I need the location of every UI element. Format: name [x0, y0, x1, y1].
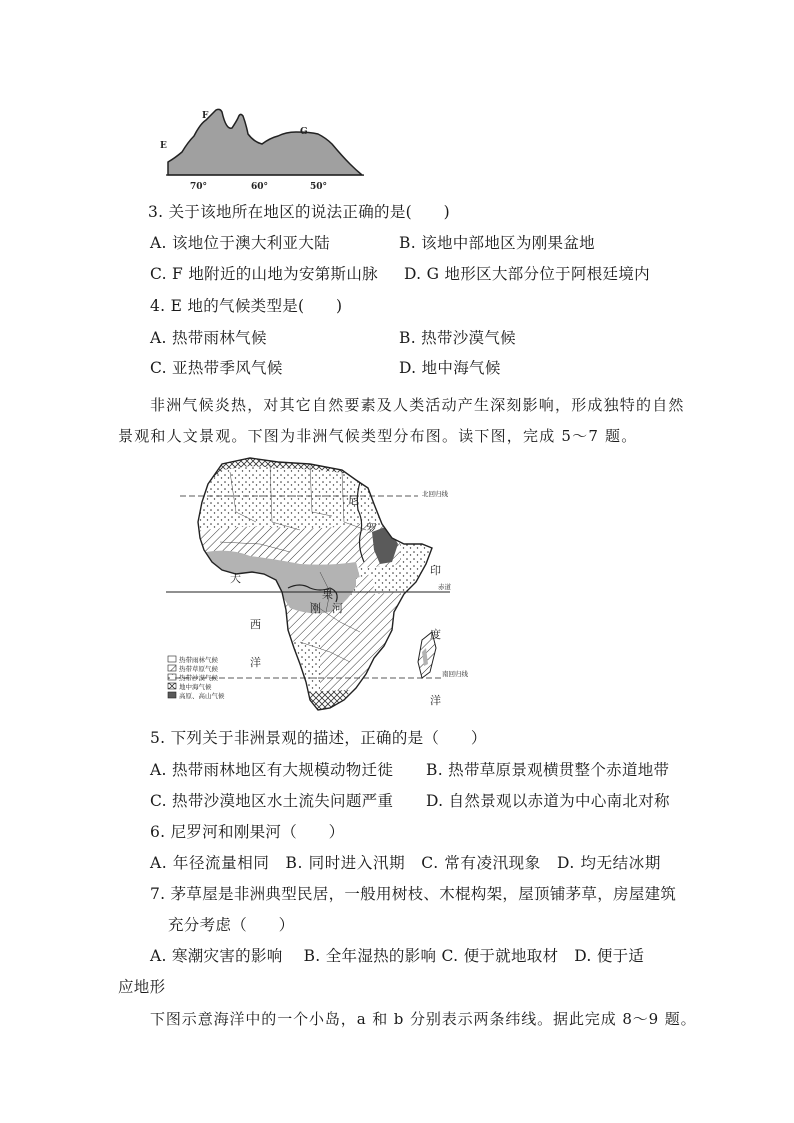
q7-options-line1: A. 寒潮灾害的影响 B. 全年湿热的影响 C. 便于就地取材 D. 便于适 [150, 947, 645, 965]
q7-stem-line1: 7. 茅草屋是非洲典型民居，一般用树枝、木棍构架，屋顶铺茅草，房屋建筑 [150, 885, 677, 903]
legend-mediterranean: 地中海气候 [179, 683, 212, 691]
indian-label-3: 洋 [430, 694, 441, 707]
indian-label-1: 印 [430, 564, 441, 577]
q3-option-c: C. F 地附近的山地为安第斯山脉 [150, 265, 378, 283]
q5-option-d: D. 自然景观以赤道为中心南北对称 [426, 792, 670, 810]
q3-option-d: D. G 地形区大部分位于阿根廷境内 [404, 265, 650, 283]
atlantic-label-1: 大 [230, 572, 241, 585]
congo-label-1: 果 [322, 588, 333, 601]
indian-label-2: 度 [430, 628, 441, 641]
africa-intro-line2: 景观和人文景观。下图为非洲气候类型分布图。读下图，完成 5～7 题。 [118, 427, 638, 445]
africa-intro-line1: 非洲气候炎热，对其它自然要素及人类活动产生深刻影响，形成独特的自然 [150, 396, 685, 414]
map-legend [168, 655, 225, 700]
q6-stem: 6. 尼罗河和刚果河（ ） [150, 823, 345, 841]
equator-label: 赤道 [438, 583, 451, 591]
q3-option-b: B. 该地中部地区为刚果盆地 [399, 234, 595, 252]
point-g-label: G [300, 127, 308, 137]
congo-label-3: 河 [332, 602, 343, 615]
tropic-south-label: 南回归线 [442, 670, 468, 678]
q4-stem: 4. E 地的气候类型是( ) [150, 297, 343, 315]
legend-highland: 高原、高山气候 [179, 692, 225, 700]
q4-option-b: B. 热带沙漠气候 [399, 329, 516, 347]
legend-rainforest: 热带雨林气候 [179, 656, 218, 664]
africa-climate-map [160, 452, 468, 720]
terrain-profile-shape [168, 109, 362, 175]
nile-label-1: 尼 [348, 494, 359, 507]
q5-option-a: A. 热带雨林地区有大规模动物迁徙 [150, 761, 394, 779]
island-intro: 下图示意海洋中的一个小岛，a 和 b 分别表示两条纬线。据此完成 8～9 题。 [150, 1010, 697, 1028]
point-e-label: E [160, 141, 167, 151]
q4-option-c: C. 亚热带季风气候 [150, 359, 283, 377]
congo-label-2: 刚 [310, 602, 321, 615]
q7-options-line2: 应地形 [118, 978, 166, 996]
q5-option-b: B. 热带草原景观横贯整个赤道地带 [426, 761, 670, 779]
q7-stem-line2: 充分考虑（ ） [168, 916, 295, 934]
tick-60: 60° [251, 182, 269, 192]
q3-option-a: A. 该地位于澳大利亚大陆 [150, 234, 330, 252]
atlantic-label-2: 西 [250, 618, 261, 631]
q6-options: A. 年径流量相同 B. 同时进入汛期 C. 常有凌汛现象 D. 均无结冰期 [150, 854, 661, 872]
terrain-profile-figure [150, 100, 380, 200]
point-f-label: F [202, 111, 209, 121]
q5-stem: 5. 下列关于非洲景观的描述，正确的是（ ） [150, 729, 487, 747]
legend-desert: 热带沙漠气候 [179, 674, 218, 682]
tick-50: 50° [310, 182, 328, 192]
tick-70: 70° [190, 182, 208, 192]
tropic-north-label: 北回归线 [422, 490, 448, 498]
q5-option-c: C. 热带沙漠地区水土流失问题严重 [150, 792, 394, 810]
legend-savanna: 热带草原气候 [179, 665, 218, 673]
q4-option-d: D. 地中海气候 [399, 359, 501, 377]
q4-option-a: A. 热带雨林气候 [150, 329, 267, 347]
atlantic-label-3: 洋 [250, 656, 261, 669]
q3-stem: 3. 关于该地所在地区的说法正确的是( ) [148, 203, 450, 221]
nile-label-2: 罗 [366, 522, 377, 535]
